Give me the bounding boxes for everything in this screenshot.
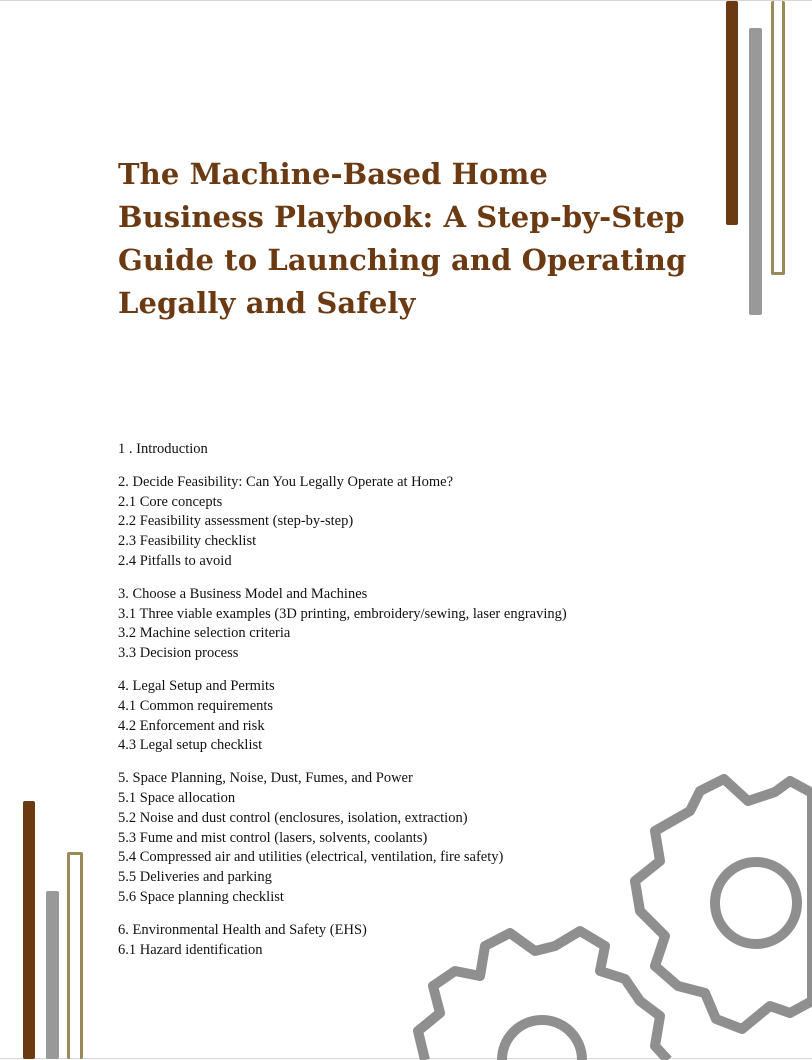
toc-item: 5.4 Compressed air and utilities (electrical, ventilation, fire safety) xyxy=(118,849,504,866)
toc-item: 4.2 Enforcement and risk xyxy=(118,717,265,734)
toc-item: 6.1 Hazard identification xyxy=(118,941,263,958)
decorative-bar-gray-bottom xyxy=(46,891,59,1059)
decorative-bar-brown-bottom xyxy=(23,801,35,1059)
toc-item: 3.2 Machine selection criteria xyxy=(118,625,291,642)
gear-hole-icon xyxy=(502,1020,582,1060)
toc-heading: 6. Environmental Health and Safety (EHS) xyxy=(118,921,367,938)
toc-section-6 xyxy=(118,921,678,961)
decorative-bar-brown-top xyxy=(726,1,738,225)
toc-section-2 xyxy=(118,473,678,572)
toc-item: 2.2 Feasibility assessment (step-by-step) xyxy=(118,513,354,530)
toc-item: 5.6 Space planning checklist xyxy=(118,888,284,905)
document-title: The Machine-Based Home Business Playbook: A Step-by-Step Guide to Launching and Operating Legally and Safely xyxy=(118,157,687,320)
toc-item: 2.1 Core concepts xyxy=(118,493,223,510)
toc-heading: 2. Decide Feasibility: Can You Legally Operate at Home? xyxy=(118,473,454,490)
toc-item: 4.1 Common requirements xyxy=(118,697,274,714)
toc-heading: 5. Space Planning, Noise, Dust, Fumes, and Power xyxy=(118,770,413,787)
toc-section-3 xyxy=(118,585,678,664)
toc-item: 2.4 Pitfalls to avoid xyxy=(118,552,232,569)
toc-section-1 xyxy=(118,440,678,460)
decorative-bar-gray-top xyxy=(749,28,762,315)
gear-hole-icon xyxy=(715,862,797,944)
toc-item: 4.3 Legal setup checklist xyxy=(118,737,263,754)
toc-item: 5.3 Fume and mist control (lasers, solvents, coolants) xyxy=(118,829,428,846)
decorative-bar-olive-bottom xyxy=(67,852,83,1059)
toc-section-4 xyxy=(118,677,678,756)
toc-item: 5.5 Deliveries and parking xyxy=(118,869,272,886)
toc-heading: 4. Legal Setup and Permits xyxy=(118,677,275,694)
toc-heading: 3. Choose a Business Model and Machines xyxy=(118,585,368,602)
toc-section-5 xyxy=(118,769,678,908)
toc-item: 3.1 Three viable examples (3D printing, embroidery/sewing, laser engraving) xyxy=(118,605,567,622)
toc-item: 3.3 Decision process xyxy=(118,645,239,662)
toc-heading: 1 . Introduction xyxy=(118,441,208,457)
toc-item: 5.2 Noise and dust control (enclosures, isolation, extraction) xyxy=(118,809,468,826)
table-of-contents xyxy=(118,440,678,973)
toc-item: 5.1 Space allocation xyxy=(118,789,236,806)
toc-item: 2.3 Feasibility checklist xyxy=(118,533,257,550)
decorative-bar-olive-top xyxy=(771,1,785,275)
